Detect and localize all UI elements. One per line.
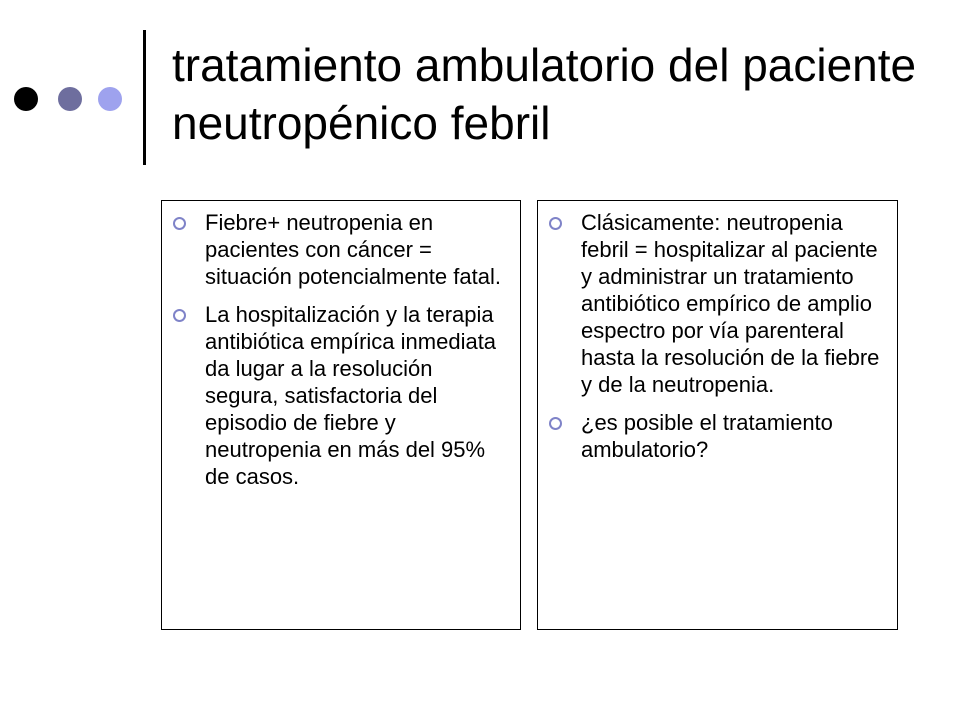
bullet-text: Fiebre+ neutropenia en pacientes con cáncer = situación potencialmente fatal. [205,210,501,289]
left-content-box [161,200,521,630]
right-bullet-list [538,209,887,463]
list-item [538,209,887,398]
list-item [538,409,887,463]
decorative-dot-slate [58,87,82,111]
decorative-dot-black [14,87,38,111]
left-bullet-list [162,209,510,490]
ring-bullet-icon [549,417,562,430]
bullet-text: La hospitalización y la terapia antibiótica empírica inmediata da lugar a la resolución segura, satisfactoria del episodio de fiebre y neutropenia en más del 95% de casos. [205,302,497,489]
bullet-text: Clásicamente: neutropenia febril = hospitalizar al paciente y administrar un tratamiento antibiótico empírico de amplio espectro por vía parenteral hasta la resolución de la fiebre y de la neutropenia. [581,210,880,397]
decorative-dot-lavender [98,87,122,111]
ring-bullet-icon [173,309,186,322]
ring-bullet-icon [173,217,186,230]
list-item [162,301,510,490]
bullet-text: ¿es posible el tratamiento ambulatorio? [581,410,833,462]
right-content-box [537,200,898,630]
list-item [162,209,510,290]
slide-title: tratamiento ambulatorio del paciente neutropénico febril [172,39,917,149]
title-divider [143,30,146,165]
ring-bullet-icon [549,217,562,230]
